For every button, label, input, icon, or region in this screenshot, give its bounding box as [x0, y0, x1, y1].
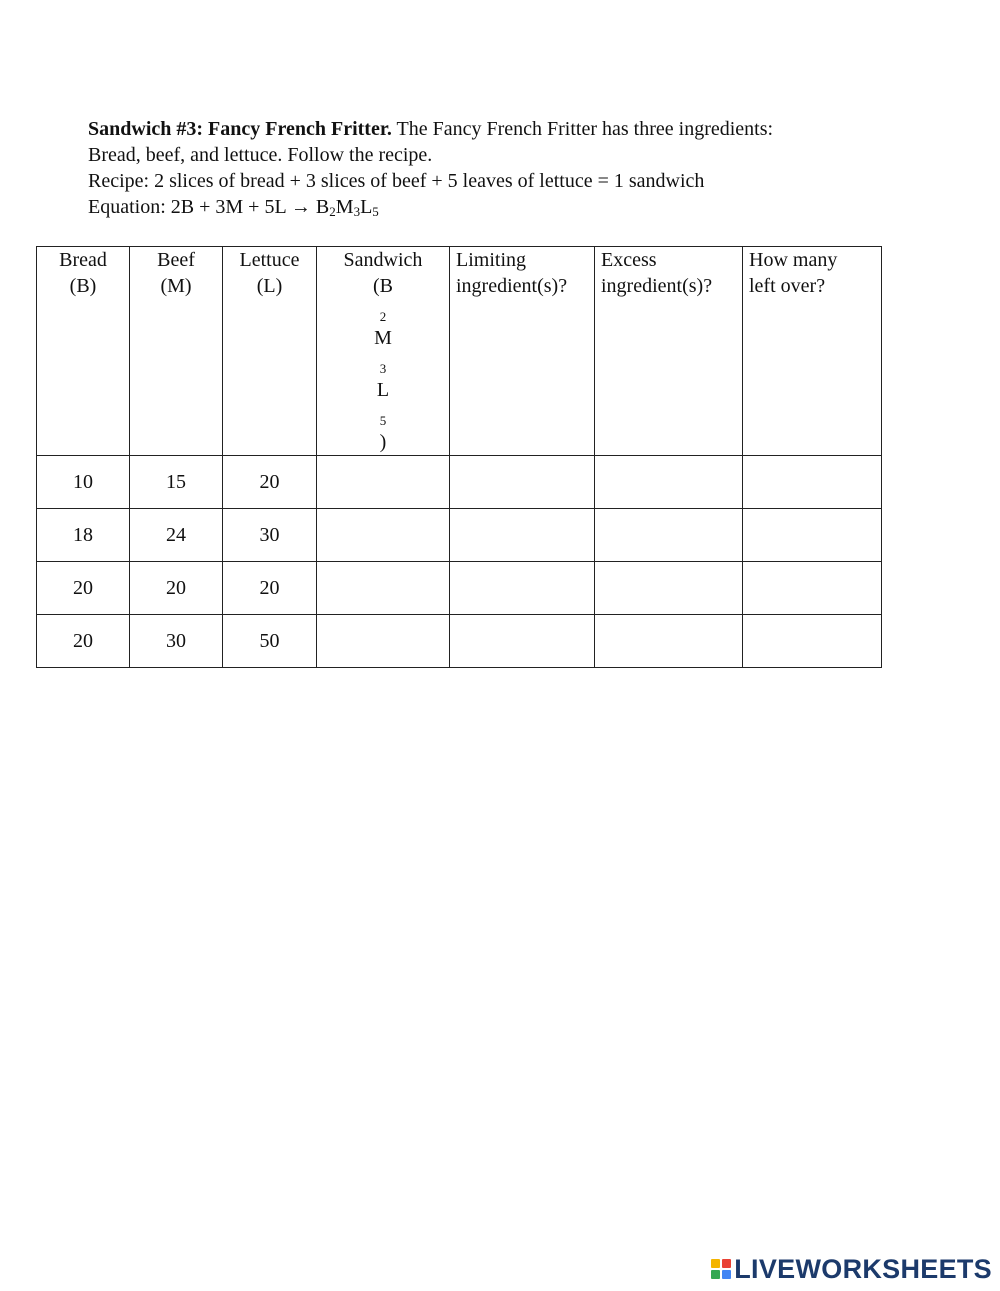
table-row	[37, 456, 882, 509]
logo-square	[722, 1259, 731, 1268]
liveworksheets-logo-icon	[711, 1259, 731, 1279]
excess-answer-field[interactable]	[595, 615, 743, 668]
bread-value: 20	[37, 615, 130, 668]
bread-value: 10	[37, 456, 130, 509]
instructions	[88, 116, 908, 220]
equation-line	[88, 194, 908, 220]
header-label-2: ingredient(s)?	[456, 275, 568, 297]
sandwich-title: Sandwich #3: Fancy French Fritter.	[88, 118, 392, 140]
sandwich-answer-field[interactable]	[317, 615, 450, 668]
equation-prefix: Equation: 2B + 3M + 5L → B	[88, 196, 330, 218]
bread-value: 20	[37, 562, 130, 615]
limiting-answer-field[interactable]	[450, 562, 595, 615]
header-symbol: (L)	[256, 275, 283, 297]
beef-value: 20	[130, 562, 223, 615]
beef-value: 15	[130, 456, 223, 509]
logo-square	[722, 1270, 731, 1279]
ingredient-table	[36, 246, 882, 668]
recipe-line: Recipe: 2 slices of bread + 3 slices of beef + 5 leaves of lettuce = 1 sandwich	[88, 170, 705, 192]
excess-answer-field[interactable]	[595, 456, 743, 509]
header-label: Bread	[59, 249, 107, 271]
intro-line-2: Bread, beef, and lettuce. Follow the recipe.	[88, 144, 433, 166]
header-sandwich	[317, 247, 450, 456]
header-excess	[595, 247, 743, 456]
sandwich-close: )	[379, 431, 387, 453]
beef-value: 24	[130, 509, 223, 562]
header-label: Lettuce	[239, 249, 300, 271]
table-header-row	[37, 247, 882, 456]
excess-answer-field[interactable]	[595, 509, 743, 562]
limiting-answer-field[interactable]	[450, 456, 595, 509]
sandwich-subscript: 5	[379, 413, 387, 428]
limiting-answer-field[interactable]	[450, 509, 595, 562]
header-label: How many	[749, 249, 838, 271]
equation-subscript: 5	[372, 204, 379, 219]
header-symbol	[323, 273, 443, 455]
equation-subscript: 2	[329, 204, 336, 219]
header-limiting	[450, 247, 595, 456]
sandwich-answer-field[interactable]	[317, 509, 450, 562]
logo-square	[711, 1259, 720, 1268]
header-bread	[37, 247, 130, 456]
excess-answer-field[interactable]	[595, 562, 743, 615]
lettuce-value: 50	[223, 615, 317, 668]
sandwich-answer-field[interactable]	[317, 562, 450, 615]
equation-symbol: M	[335, 196, 354, 218]
header-lettuce	[223, 247, 317, 456]
header-label-2: ingredient(s)?	[601, 275, 713, 297]
header-label-2: left over?	[749, 275, 826, 297]
header-beef	[130, 247, 223, 456]
sandwich-subscript: 2	[379, 309, 387, 324]
header-leftover	[743, 247, 882, 456]
lettuce-value: 20	[223, 456, 317, 509]
equation-symbol: L	[360, 196, 373, 218]
header-symbol: (M)	[160, 275, 192, 297]
beef-value: 30	[130, 615, 223, 668]
header-label: Excess	[601, 249, 657, 271]
table-row	[37, 509, 882, 562]
lettuce-value: 30	[223, 509, 317, 562]
sandwich-open: (B	[373, 275, 393, 297]
table-row	[37, 562, 882, 615]
liveworksheets-logo[interactable]	[711, 1255, 992, 1283]
leftover-answer-field[interactable]	[743, 509, 882, 562]
intro-description-1: The Fancy French Fritter has three ingredients:	[391, 118, 774, 140]
header-label: Sandwich	[343, 249, 423, 271]
header-label: Beef	[157, 249, 195, 271]
sandwich-symbol: M	[374, 327, 392, 349]
leftover-answer-field[interactable]	[743, 615, 882, 668]
brand-name: LIVEWORKSHEETS	[734, 1253, 992, 1284]
leftover-answer-field[interactable]	[743, 562, 882, 615]
header-symbol: (B)	[69, 275, 97, 297]
intro-line-1	[88, 116, 908, 142]
sandwich-symbol: L	[376, 379, 390, 401]
sandwich-subscript: 3	[379, 361, 387, 376]
lettuce-value: 20	[223, 562, 317, 615]
limiting-answer-field[interactable]	[450, 615, 595, 668]
equation-subscript: 3	[353, 204, 361, 219]
bread-value: 18	[37, 509, 130, 562]
sandwich-answer-field[interactable]	[317, 456, 450, 509]
header-label: Limiting	[456, 249, 526, 271]
table-row	[37, 615, 882, 668]
logo-square	[711, 1270, 720, 1279]
leftover-answer-field[interactable]	[743, 456, 882, 509]
